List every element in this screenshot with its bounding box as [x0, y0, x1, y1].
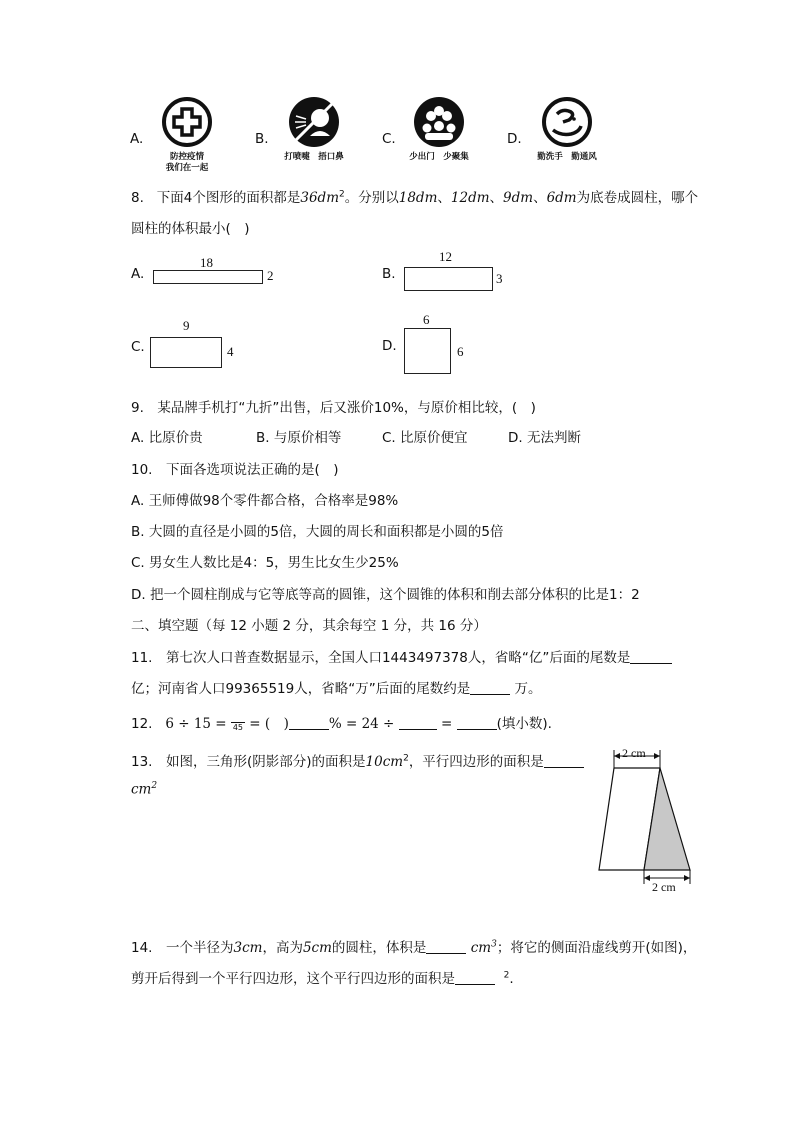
medical-cross-icon: [161, 96, 213, 148]
q8-shape-c-rect[interactable]: [150, 337, 222, 368]
crowd-icon: [413, 96, 465, 148]
q9-option-d[interactable]: D. 无法判断: [508, 430, 581, 446]
q7-option-c-caption1: 少出门 少聚集: [409, 152, 469, 162]
q14-line1: 14. 一个半径为3cm，高为5cm的圆柱，体积是 $cm^3$；将它的侧面沿虚线剪开(如图)，: [131, 939, 697, 956]
q7-option-a[interactable]: [152, 96, 222, 174]
q9-text: 9. 某品牌手机打“九折”出售，后又涨价10%，与原价相比较，( ): [131, 400, 536, 416]
q13-top-dimension-label: 2 cm: [622, 746, 646, 760]
q12-blank-1[interactable]: [289, 715, 329, 730]
q14-blank-2[interactable]: [455, 970, 495, 985]
q7-option-b[interactable]: [275, 96, 353, 163]
q7-option-a-caption1: 防控疫情: [169, 152, 204, 162]
q10-option-a[interactable]: A. 王师傅做98个零件都合格，合格率是98%: [131, 493, 399, 509]
q11-line1: 11. 第七次人口普查数据显示，全国人口1443497378人，省略“亿”后面的尾数是: [131, 646, 672, 666]
q13-blank[interactable]: [544, 753, 584, 768]
q11-line2: 亿；河南省人口99365519人，省略“万”后面的尾数约是 万。: [131, 681, 542, 697]
sneeze-cover-mouth-icon: [288, 96, 340, 148]
q7-option-a-caption2: 我们在一起: [165, 163, 209, 173]
q8-shape-a-letter: A.: [131, 266, 145, 282]
q9-option-b[interactable]: B. 与原价相等: [256, 430, 342, 446]
q12-blank-2[interactable]: [399, 715, 437, 730]
q7-option-d-caption1: 勤洗手 勤通风: [537, 152, 597, 162]
q12-line: 12. 6 ÷ 15 = 45 = ( ) % = 24 ÷ = (填小数).: [131, 716, 552, 732]
q13-parallelogram-figure: [594, 746, 698, 894]
q7-option-b-caption1: 打喷嚏 捂口鼻: [284, 152, 344, 162]
q10-option-b[interactable]: B. 大圆的直径是小圆的5倍，大圆的周长和面积都是小圆的5倍: [131, 524, 504, 540]
q7-option-c-letter: C.: [382, 131, 396, 147]
q12-blank-3[interactable]: [457, 715, 497, 730]
q8-shape-c-side-label: 4: [227, 344, 234, 359]
q10-text: 10. 下面各选项说法正确的是( ): [131, 462, 339, 478]
q8-line2: 圆柱的体积最小( ): [131, 221, 250, 237]
q11-blank-2[interactable]: [470, 680, 510, 695]
q8-shape-d-top-label: 6: [423, 312, 430, 327]
q7-option-d-letter: D.: [507, 131, 522, 147]
section-2-title: 二、填空题（每 12 小题 2 分，其余每空 1 分，共 16 分）: [131, 618, 487, 634]
q8-shape-a-top-label: 18: [200, 255, 213, 270]
q11-blank-1[interactable]: [630, 649, 672, 664]
hand-wash-icon: [541, 96, 593, 148]
q10-option-d[interactable]: D. 把一个圆柱削成与它等底等高的圆锥，这个圆锥的体积和削去部分体积的比是1：2: [131, 587, 640, 603]
q8-shape-d-rect[interactable]: [404, 328, 451, 374]
q12-fraction: 45: [231, 716, 245, 732]
q8-shape-b-side-label: 3: [496, 271, 503, 286]
q10-option-c[interactable]: C. 男女生人数比是4：5，男生比女生少25%: [131, 555, 399, 571]
q14-line2: 剪开后得到一个平行四边形，这个平行四边形的面积是 $^2$.: [131, 970, 514, 987]
q8-shape-c-top-label: 9: [183, 318, 190, 333]
q8-shape-d-letter: D.: [382, 338, 397, 354]
q8-line1: 8. 下面4个图形的面积都是$36dm^2$。分别以18dm、12dm、9dm、6dm为底卷成圆柱，哪个: [131, 189, 699, 206]
q7-option-a-letter: A.: [130, 131, 144, 147]
q13-line2: $cm^2$: [131, 781, 158, 798]
q14-blank-1[interactable]: [426, 939, 466, 954]
q7-option-b-letter: B.: [255, 131, 269, 147]
q13-line1: 13. 如图，三角形(阴影部分)的面积是$10cm^2$，平行四边形的面积是: [131, 750, 584, 770]
q7-option-c[interactable]: [400, 96, 478, 163]
q9-option-a[interactable]: A. 比原价贵: [131, 430, 203, 446]
q7-option-d[interactable]: [527, 96, 607, 163]
q8-shape-b-letter: B.: [382, 266, 396, 282]
q8-shape-b-rect[interactable]: [404, 267, 493, 291]
q9-option-c[interactable]: C. 比原价便宜: [382, 430, 468, 446]
q8-shape-b-top-label: 12: [439, 249, 452, 264]
q8-shape-a-side-label: 2: [267, 268, 274, 283]
q8-shape-c-letter: C.: [131, 339, 145, 355]
q8-shape-d-side-label: 6: [457, 344, 464, 359]
q8-shape-a-rect[interactable]: [153, 270, 263, 284]
q13-bottom-dimension-label: 2 cm: [652, 880, 676, 894]
